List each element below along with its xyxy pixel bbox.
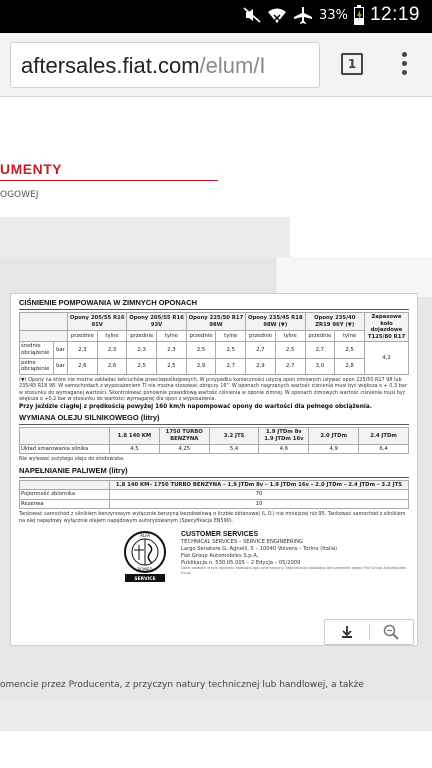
axle-rear: tylne xyxy=(157,331,187,342)
status-icons xyxy=(243,4,420,26)
pressure-value: 2,7 xyxy=(275,358,305,374)
row-label: średnie obciążenie xyxy=(20,342,54,358)
background-panel xyxy=(0,217,290,257)
row-label: Pojemność zbiornika xyxy=(20,490,110,500)
pressure-value: 2,5 xyxy=(186,342,216,358)
clock: 12:19 xyxy=(369,4,420,25)
customer-services-block xyxy=(19,528,409,584)
tyre-note: (▼) Opony na które nie można zakładać łańcuchów przeciwpoślizgowych. W przypadku konieczności użycia opon zimowych używać opon 225/50 R17 98 lub 235/45 R18 98. W samochodach z wyposażeniem TI nie można stosować obręczy 16". W oponach nagrzanych wartość ciśnienia musi być większa o + 0,3 bar w stosunku do wymaganej wartości. Skontrolować ponownie prawidłową wartość ciśnienia w oponie zimnej. W oponach zimowych wartość ciśnienia musi być większa o +0,2 bar w stosunku do wartości wymaganej dla opon z wyposażenia. xyxy=(19,376,407,402)
pressure-value: 2,5 xyxy=(157,358,187,374)
pressure-value: 2,5 xyxy=(335,342,365,358)
pressure-value: 2,6 xyxy=(68,358,98,374)
pressure-value: 2,6 xyxy=(97,358,127,374)
spare-wheel-col: Zapasowe koło dojazdowe T125/80 R17 xyxy=(365,313,409,342)
engine-header: 1.9 JTDm 8v 1.9 JTDm 16v xyxy=(259,428,309,444)
url-text[interactable] xyxy=(21,53,266,79)
axle-rear: tylne xyxy=(275,331,305,342)
pressure-value: 2,7 xyxy=(246,342,276,358)
tyre-pressure-table xyxy=(19,312,409,375)
row-unit: bar xyxy=(54,342,68,358)
download-icon xyxy=(340,625,354,639)
oil-value: 6,4 xyxy=(359,444,409,454)
oil-value: 4,9 xyxy=(309,444,359,454)
speed-note: Przy jeździe ciągłej z prędkością powyżej 160 km/h napompować opony do wartości dla pełnego obciążenia. xyxy=(19,404,372,411)
engine-header: 3.2 JTS xyxy=(209,428,259,444)
table-header-row xyxy=(20,313,409,331)
url-host: aftersales.fiat.com xyxy=(21,53,200,78)
fuel-note: Tankować samochód z silnikiem benzynowym wyłącznie benzyną bezołowiową o liczbie oktanowej (L.O.) nie mniejszej niż 95. Tankować samochód z silnikiem na olej napędowy wyłącznie olejem napędowym autoryzowanym (Specyfikacja EN590). xyxy=(19,511,406,524)
pressure-value: 2,8 xyxy=(335,358,365,374)
download-button[interactable] xyxy=(325,620,369,644)
cs-disclaimer: Dane zawarte w tym wydaniu stanowią opis orientacyjny. Reprodukcja zakazana bez pisemnej zgody Fiat Group Automobiles S.p.A. xyxy=(181,566,406,575)
pressure-value: 3,0 xyxy=(305,358,335,374)
tab-switcher-button[interactable]: 1 xyxy=(341,53,363,75)
url-field[interactable] xyxy=(10,42,320,88)
oil-change-title: WYMIANA OLEJU SILNIKOWEGO (litry) xyxy=(19,413,409,425)
page-body-text: omencie przez Producenta, z przyczyn natury technicznej lub handlowej, a także xyxy=(0,680,364,690)
browser-toolbar xyxy=(0,33,432,97)
axle-header-row xyxy=(20,331,409,342)
table-header-row xyxy=(20,480,409,490)
pressure-value: 2,5 xyxy=(275,342,305,358)
pressure-value: 2,3 xyxy=(97,342,127,358)
pressure-value: 2,9 xyxy=(246,358,276,374)
cs-title: CUSTOMER SERVICES xyxy=(181,531,259,539)
cs-line: TECHNICAL SERVICES – SERVICE ENGINEERING xyxy=(181,539,303,546)
wifi-icon xyxy=(267,6,287,24)
spare-pressure-value: 4,2 xyxy=(365,342,409,374)
tyre-col-2: Opony 205/55 R16 93V xyxy=(127,313,186,331)
engine-header: 2.4 JTDm xyxy=(359,428,409,444)
oil-value: 4,5 xyxy=(110,444,160,454)
document-sheet xyxy=(10,293,418,646)
cs-line: Fiat Group Automobiles S.p.A. xyxy=(181,552,259,559)
axle-front: przednie xyxy=(127,331,157,342)
axle-rear: tylne xyxy=(97,331,127,342)
pressure-value: 2,7 xyxy=(216,358,246,374)
cs-line: Largo Senatore G. Agnelli, 5 – 10040 Volvera – Torino (Italia) xyxy=(181,546,338,552)
fuel-table xyxy=(19,480,409,510)
svg-text:ROMEO: ROMEO xyxy=(137,567,153,573)
pressure-value: 2,3 xyxy=(68,342,98,358)
axle-rear: tylne xyxy=(216,331,246,342)
fuel-engines-header: 1.8 140 KM– 1750 TURBO BENZYNA – 1.9 JTDm 8v – 1.9 JTDm 16v – 2.0 JTDm – 2.4 JTDm – 3.2 JTS xyxy=(110,480,409,490)
table-row xyxy=(20,499,409,509)
axle-front: przednie xyxy=(305,331,335,342)
battery-percent: 33% xyxy=(319,7,348,23)
battery-charging-icon xyxy=(354,5,364,25)
table-row xyxy=(20,490,409,500)
fuel-value: 10 xyxy=(110,499,409,509)
web-page xyxy=(0,97,432,768)
viewer-toolbar xyxy=(324,619,414,645)
oil-value: 4,6 xyxy=(259,444,309,454)
pressure-value: 2,5 xyxy=(127,358,157,374)
tyre-col-4: Opony 235/45 R18 98W (▼) xyxy=(246,313,305,331)
axle-front: przednie xyxy=(68,331,98,342)
overflow-menu-button[interactable] xyxy=(394,49,414,79)
table-row xyxy=(20,342,409,358)
axle-rear: tylne xyxy=(335,331,365,342)
oil-value: 4,25 xyxy=(159,444,209,454)
svg-text:SERVICE: SERVICE xyxy=(134,577,156,583)
page-subheading: OGOWEJ xyxy=(0,190,39,200)
oil-table xyxy=(19,427,409,454)
zoom-icon xyxy=(383,624,399,640)
fuel-value: 70 xyxy=(110,490,409,500)
pressure-value: 2,7 xyxy=(305,342,335,358)
table-row xyxy=(20,358,409,374)
engine-header: 1.8 140 KM xyxy=(110,428,160,444)
engine-header: 2.0 JTDm xyxy=(309,428,359,444)
background-panel xyxy=(0,701,432,731)
tyre-col-1: Opony 205/55 R16 91V xyxy=(68,313,127,331)
page-heading: UMENTY xyxy=(0,161,63,177)
heading-divider xyxy=(0,180,218,181)
oil-note: Nie wylewać zużytego oleju do środowiska. xyxy=(19,456,125,463)
table-row xyxy=(20,444,409,454)
airplane-icon xyxy=(293,6,313,24)
row-label: pełne obciążenie xyxy=(20,358,54,374)
row-label: Rezerwa xyxy=(20,499,110,509)
status-bar xyxy=(0,0,432,33)
axle-front: przednie xyxy=(246,331,276,342)
oil-value: 5,4 xyxy=(209,444,259,454)
tyre-col-5: Opony 235/40 ZR19 96Y (▼) xyxy=(305,313,365,331)
table-header-row xyxy=(20,428,409,444)
mute-icon xyxy=(243,6,261,24)
tyre-pressure-title: CIŚNIENIE POMPOWANIA W ZIMNYCH OPONACH xyxy=(19,298,409,310)
row-label: Układ smarowania silnika xyxy=(20,444,110,454)
tyre-col-3: Opony 225/50 R17 98W xyxy=(186,313,245,331)
pressure-value: 2,3 xyxy=(157,342,187,358)
zoom-button[interactable] xyxy=(370,620,414,644)
alfa-romeo-logo xyxy=(117,530,175,586)
engine-header: 1750 TURBO BENZYNA xyxy=(159,428,209,444)
side-panel xyxy=(275,257,432,297)
customer-services-text xyxy=(181,530,409,575)
pressure-value: 2,5 xyxy=(216,342,246,358)
fuel-title: NAPEŁNIANIE PALIWEM (litry) xyxy=(19,466,409,478)
pressure-value: 2,3 xyxy=(127,342,157,358)
pressure-value: 2,9 xyxy=(186,358,216,374)
svg-text:ALFA: ALFA xyxy=(140,533,150,539)
row-unit: bar xyxy=(54,358,68,374)
cs-line: Publikacja n. 530.05.005 – 2 Edycja – 05/2009 xyxy=(181,559,301,566)
axle-front: przednie xyxy=(186,331,216,342)
url-path: /elum/I xyxy=(199,53,266,78)
